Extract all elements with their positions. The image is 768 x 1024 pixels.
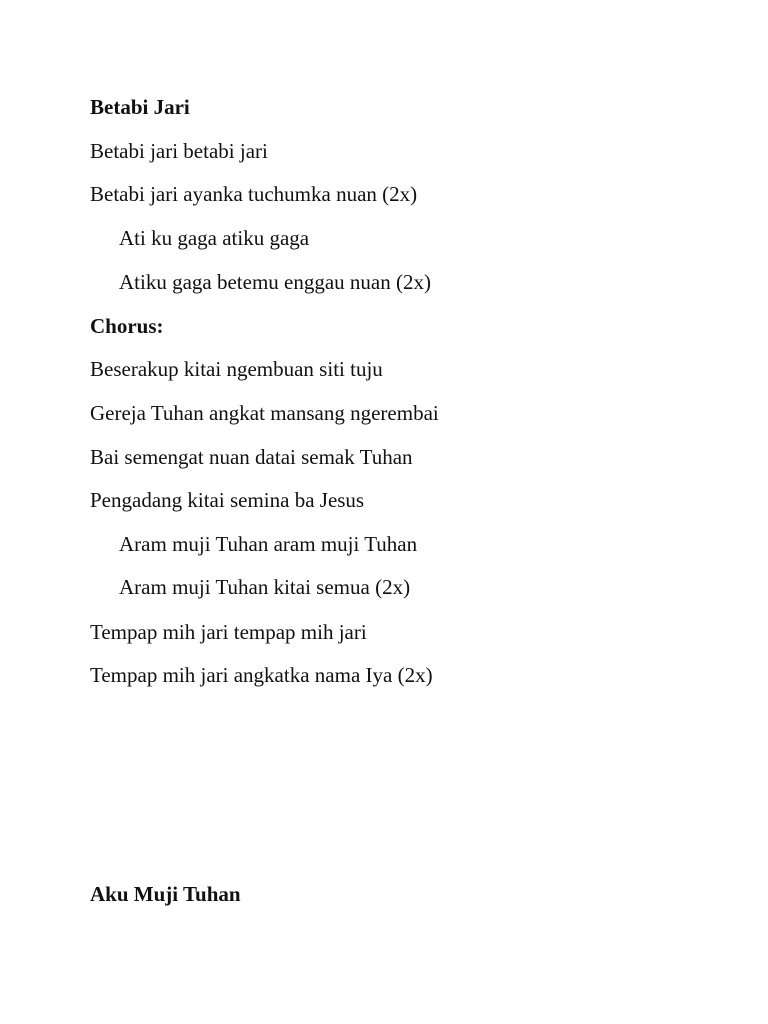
chorus-line: Aram muji Tuhan kitai semua (2x) [119, 575, 411, 599]
chorus-line: Beserakup kitai ngembuan siti tuju [90, 357, 383, 381]
chorus-line: Tempap mih jari angkatka nama Iya (2x) [90, 663, 433, 687]
chorus-line: Gereja Tuhan angkat mansang ngerembai [90, 401, 439, 425]
chorus-line: Bai semengat nuan datai semak Tuhan [90, 445, 413, 469]
chorus-line: Tempap mih jari tempap mih jari [90, 620, 367, 644]
chorus-line: Pengadang kitai semina ba Jesus [90, 488, 365, 512]
verse-line: Atiku gaga betemu enggau nuan (2x) [119, 270, 431, 294]
verse-line: Ati ku gaga atiku gaga [119, 226, 310, 250]
chorus-line: Aram muji Tuhan aram muji Tuhan [119, 532, 418, 556]
song-title: Aku Muji Tuhan [90, 882, 241, 906]
verse-line: Betabi jari betabi jari [90, 139, 268, 163]
chorus-label: Chorus: [90, 314, 164, 338]
verse-line: Betabi jari ayanka tuchumka nuan (2x) [90, 182, 418, 206]
song-title: Betabi Jari [90, 95, 190, 119]
